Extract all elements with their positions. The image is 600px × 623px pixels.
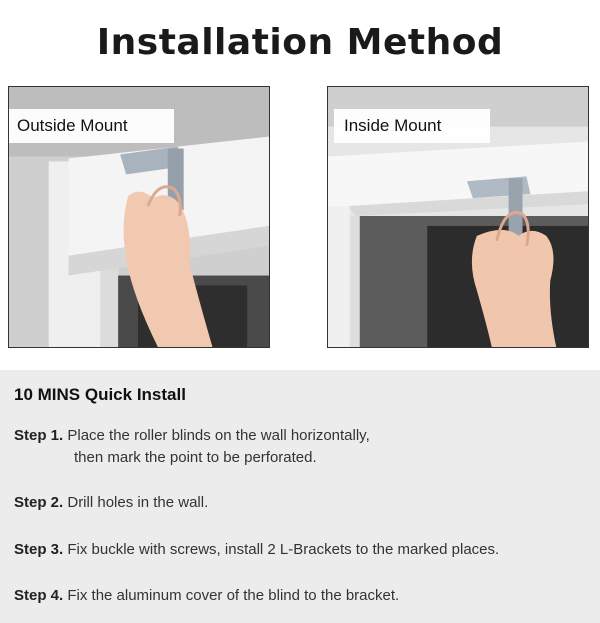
step-text: Place the roller blinds on the wall horizontally,: [67, 427, 370, 444]
outside-mount-label: Outside Mount: [9, 109, 174, 143]
step-number: Step 3.: [14, 541, 64, 558]
step-number: Step 1.: [14, 427, 64, 444]
outside-mount-photo: [8, 86, 270, 348]
step-3: [14, 539, 499, 561]
quick-install-title: 10 MINS Quick Install: [14, 385, 186, 404]
step-text: Drill holes in the wall.: [67, 494, 209, 511]
quick-install-panel: [0, 370, 600, 623]
step-text: Fix the aluminum cover of the blind to the bracket.: [67, 587, 400, 604]
page-title: Installation Method: [96, 22, 504, 63]
step-2: [14, 492, 208, 514]
step-text-continued: then mark the point to be perforated.: [74, 449, 317, 466]
step-4: [14, 585, 399, 607]
step-number: Step 2.: [14, 494, 64, 511]
step-number: Step 4.: [14, 587, 64, 604]
inside-mount-label: Inside Mount: [334, 109, 490, 143]
step-text: Fix buckle with screws, install 2 L-Brackets to the marked places.: [67, 541, 500, 558]
inside-mount-photo: [327, 86, 589, 348]
step-1: [14, 425, 370, 469]
